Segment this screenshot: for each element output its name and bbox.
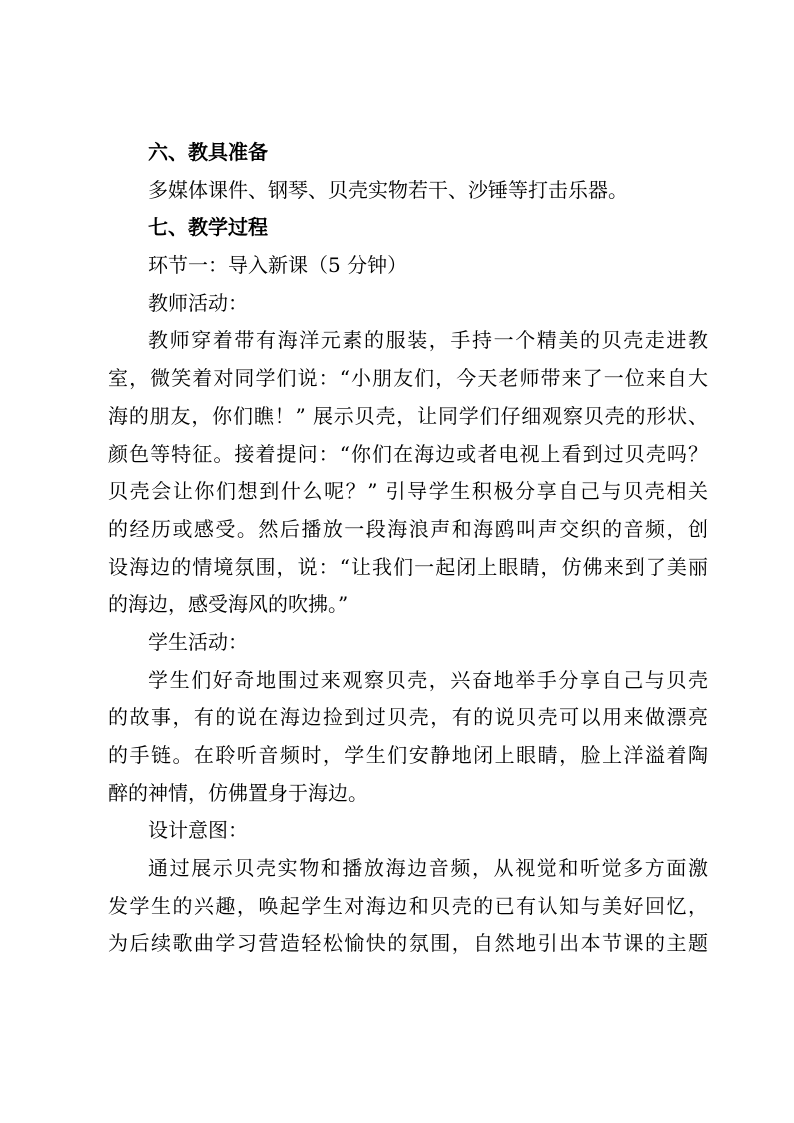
paragraph-line: 的经历或感受。然后播放一段海浪声和海鸥叫声交织的音频，创 xyxy=(108,516,708,541)
paragraph-line: 的故事，有的说在海边捡到过贝壳，有的说贝壳可以用来做漂亮 xyxy=(108,705,708,730)
teacher-activity-label: 教师活动： xyxy=(148,290,248,315)
paragraph-line: 学生们好奇地围过来观察贝壳，兴奋地举手分享自己与贝壳 xyxy=(148,667,708,692)
section-heading-teaching-aids: 六、教具准备 xyxy=(148,140,268,164)
stage-title: 环节一：导入新课（5 分钟） xyxy=(148,253,408,278)
paragraph-line: 的手链。在聆听音频时，学生们安静地闭上眼睛，脸上洋溢着陶 xyxy=(108,743,708,767)
document-body xyxy=(108,134,708,963)
paragraph-line: 贝壳会让你们想到什么呢？” 引导学生积极分享自己与贝壳相关 xyxy=(108,479,708,504)
paragraph-line: 设海边的情境氛围，说：“让我们一起闭上眼睛，仿佛来到了美丽 xyxy=(108,554,708,579)
paragraph-line: 海的朋友，你们瞧！” 展示贝壳，让同学们仔细观察贝壳的形状、 xyxy=(108,403,708,428)
teaching-aids-list: 多媒体课件、钢琴、贝壳实物若干、沙锤等打击乐器。 xyxy=(148,177,628,202)
paragraph-line: 为后续歌曲学习营造轻松愉快的氛围，自然地引出本节课的主题 xyxy=(108,931,708,956)
paragraph-line: 教师穿着带有海洋元素的服装，手持一个精美的贝壳走进教 xyxy=(148,328,708,353)
student-activity-label: 学生活动： xyxy=(148,629,248,654)
paragraph-line: 颜色等特征。接着提问：“你们在海边或者电视上看到过贝壳吗？ xyxy=(108,441,708,466)
paragraph-line: 室，微笑着对同学们说：“小朋友们，今天老师带来了一位来自大 xyxy=(108,366,708,391)
design-intent-label: 设计意图： xyxy=(148,818,248,843)
paragraph-line: 的海边，感受海风的吹拂。” xyxy=(108,592,349,617)
paragraph-line: 醉的神情，仿佛置身于海边。 xyxy=(108,780,368,805)
paragraph-line: 通过展示贝壳实物和播放海边音频，从视觉和听觉多方面激 xyxy=(148,856,708,881)
section-heading-teaching-process: 七、教学过程 xyxy=(148,215,268,240)
paragraph-line: 发学生的兴趣，唤起学生对海边和贝壳的已有认知与美好回忆， xyxy=(108,893,708,918)
